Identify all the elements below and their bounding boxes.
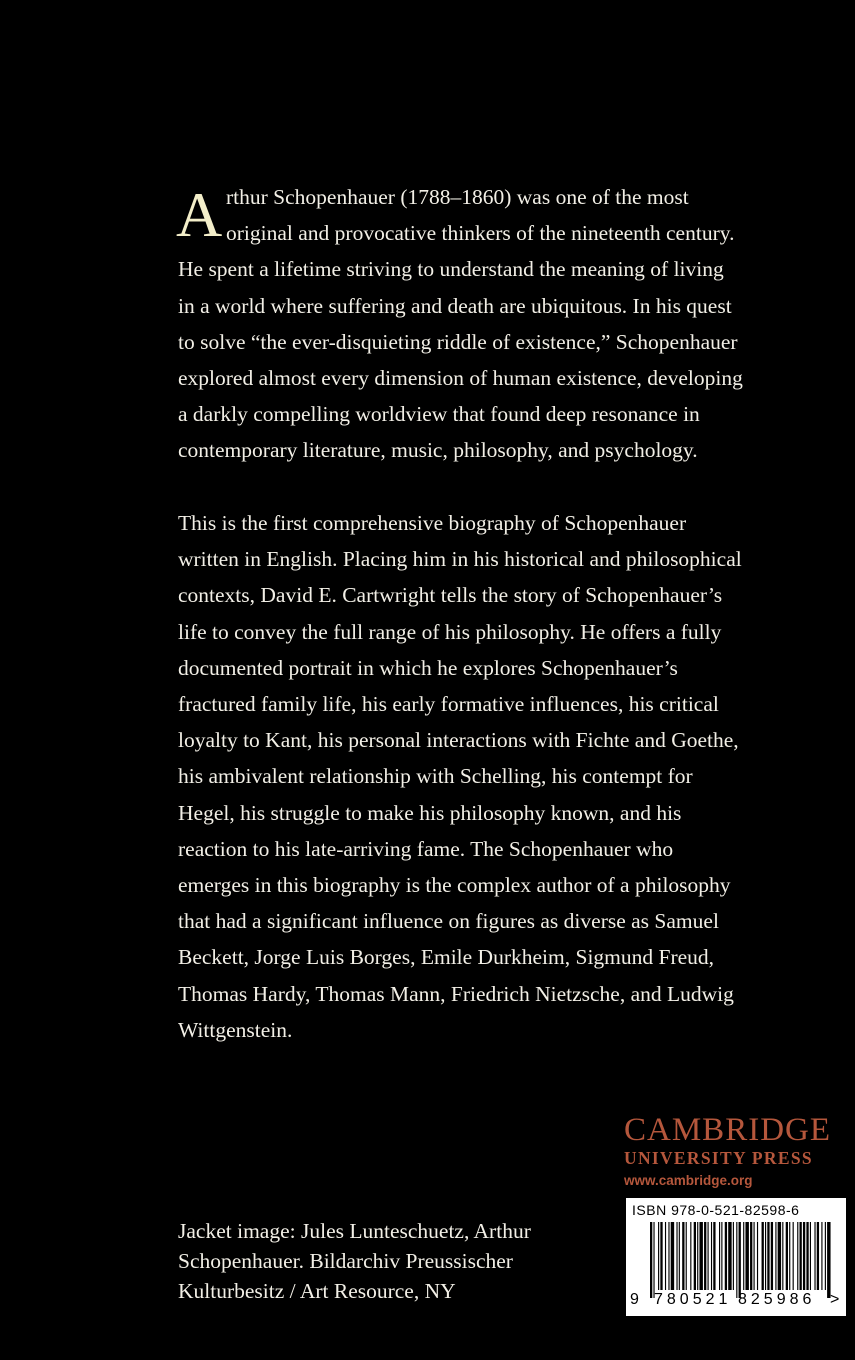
barcode-bar — [694, 1222, 696, 1290]
barcode-bar — [682, 1222, 684, 1290]
barcode-bar — [728, 1222, 731, 1290]
blurb-line: Thomas Hardy, Thomas Mann, Friedrich Nietzsche, and Ludwig — [178, 981, 734, 1006]
barcode-bar — [793, 1222, 794, 1290]
credit-line: Jacket image: Jules Lunteschuetz, Arthur — [178, 1219, 531, 1243]
barcode-bar — [767, 1222, 769, 1290]
publisher-press: UNIVERSITY PRESS — [624, 1148, 813, 1168]
jacket-image-credit — [178, 1216, 598, 1306]
barcode-bar — [736, 1222, 737, 1298]
blurb-line: Hegel, his struggle to make his philosophy known, and his — [178, 800, 682, 825]
isbn-left-digits: 780521 — [654, 1291, 732, 1308]
barcode-bar — [754, 1222, 755, 1290]
barcode-bar — [782, 1222, 783, 1290]
barcode-bar — [827, 1222, 830, 1298]
blurb-line: original and provocative thinkers of the nineteenth century. — [226, 221, 735, 246]
barcode-bar — [690, 1222, 691, 1290]
blurb-line: Wittgenstein. — [178, 1017, 293, 1042]
barcode-bar — [699, 1222, 702, 1290]
blurb-paragraph-1 — [178, 179, 778, 469]
barcode-bar — [660, 1222, 662, 1290]
barcode-bar — [775, 1222, 776, 1290]
barcode-bar — [797, 1222, 798, 1290]
isbn-barcode — [626, 1198, 846, 1316]
barcode-bar — [686, 1222, 687, 1290]
blurb-line: written in English. Placing him in his historical and philosophical — [178, 547, 742, 572]
barcode-bar — [708, 1222, 709, 1290]
credit-line: Kulturbesitz / Art Resource, NY — [178, 1279, 456, 1303]
blurb-line: life to convey the full range of his philosophy. He offers a fully — [178, 619, 722, 644]
publisher-url: www.cambridge.org — [624, 1173, 753, 1188]
barcode-bar — [711, 1222, 712, 1290]
barcode-bar — [814, 1222, 815, 1290]
barcode-bar — [806, 1222, 808, 1290]
isbn-label: ISBN 978-0-521-82598-6 — [632, 1202, 800, 1218]
barcode-bar — [757, 1222, 758, 1290]
blurb-line: contemporary literature, music, philosophy, and psychology. — [178, 438, 698, 463]
barcode-bar — [739, 1222, 741, 1298]
blurb-line: his ambivalent relationship with Schelling, his contempt for — [178, 764, 693, 789]
blurb-line: rthur Schopenhauer (1788–1860) was one of the most — [226, 185, 689, 209]
blurb-line: loyalty to Kant, his personal interactions with Fichte and Goethe, — [178, 728, 739, 753]
blurb-line: fractured family life, his early formative influences, his critical — [178, 692, 719, 717]
barcode-bar — [721, 1222, 722, 1290]
barcode-bar — [800, 1222, 802, 1290]
barcode-bar — [653, 1222, 654, 1298]
blurb-paragraph-2 — [178, 505, 778, 1048]
barcode-bar — [665, 1222, 666, 1290]
barcode-bar — [704, 1222, 706, 1290]
barcode-bar — [825, 1222, 826, 1290]
publisher-name: CAMBRIDGE — [624, 1112, 832, 1148]
blurb-line: He spent a lifetime striving to understand the meaning of living — [178, 257, 724, 282]
barcode-bar — [658, 1222, 659, 1290]
barcode-bar — [810, 1222, 811, 1290]
isbn-first-digit: 9 — [630, 1291, 639, 1308]
barcode-bar — [778, 1222, 781, 1290]
barcode-bar — [745, 1222, 748, 1290]
blurb-line: This is the first comprehensive biography of Schopenhauer — [178, 511, 687, 535]
blurb-line: that had a significant influence on figures as diverse as Samuel — [178, 909, 719, 934]
barcode-bar — [821, 1222, 822, 1290]
barcode-bar — [786, 1222, 788, 1290]
credit-line: Schopenhauer. Bildarchiv Preussischer — [178, 1249, 513, 1273]
blurb-line: contexts, David E. Cartwright tells the story of Schopenhauer’s — [178, 583, 723, 608]
barcode-bar — [789, 1222, 790, 1290]
blurb-line: a darkly compelling worldview that found deep resonance in — [178, 402, 700, 427]
barcode-bar — [650, 1222, 652, 1298]
barcode-bar — [803, 1222, 805, 1290]
barcode-bar — [765, 1222, 766, 1290]
blurb-line: to solve “the ever-disquieting riddle of existence,” Schopenhauer — [178, 329, 738, 354]
barcode-bar — [762, 1222, 764, 1290]
blurb-line: in a world where suffering and death are ubiquitous. In his quest — [178, 293, 732, 318]
blurb-line: documented portrait in which he explores Schopenhauer’s — [178, 655, 678, 680]
barcode-bar — [725, 1222, 727, 1290]
blurb-line: reaction to his late-arriving fame. The Schopenhauer who — [178, 836, 674, 861]
blurb-line: emerges in this biography is the complex author of a philosophy — [178, 873, 731, 898]
isbn-arrow: > — [830, 1291, 840, 1308]
barcode-bar — [668, 1222, 669, 1290]
barcode-bar — [771, 1222, 773, 1290]
barcode-bar — [713, 1222, 715, 1290]
barcode-bar — [750, 1222, 752, 1290]
barcode-bar — [743, 1222, 744, 1290]
isbn-right-digits: 825986 — [738, 1291, 816, 1308]
blurb-line: explored almost every dimension of human existence, developing — [178, 366, 743, 391]
barcode-bar — [679, 1222, 680, 1290]
barcode-bar — [697, 1222, 698, 1290]
drop-cap: A — [176, 179, 223, 250]
barcode-bar — [676, 1222, 677, 1290]
barcode-bar — [671, 1222, 674, 1290]
barcode-bar — [719, 1222, 720, 1290]
barcode-bar — [733, 1222, 734, 1290]
barcode-bar — [817, 1222, 819, 1290]
blurb-line: Beckett, Jorge Luis Borges, Emile Durkheim, Sigmund Freud, — [178, 945, 715, 970]
publisher-logo — [624, 1112, 844, 1192]
